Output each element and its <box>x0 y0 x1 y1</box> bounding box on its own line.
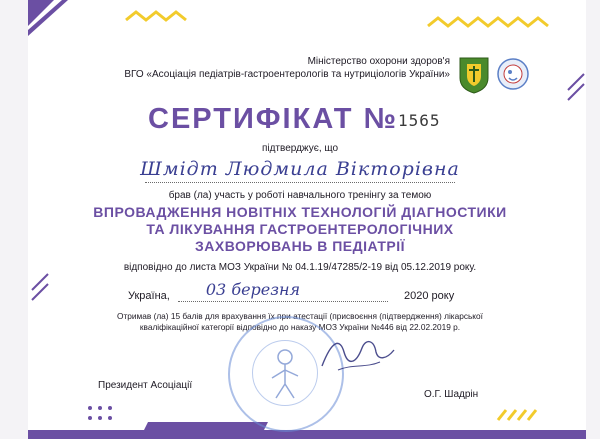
certificate-number: 1565 <box>398 111 441 130</box>
year-label: 2020 року <box>404 290 455 302</box>
signature <box>318 330 398 376</box>
stamp-child-figure-icon <box>262 348 308 400</box>
recipient-name: Шмідт Людмила Вікторівна <box>140 158 460 180</box>
topic-line-3: ЗАХВОРЮВАНЬ В ПЕДІАТРІЇ <box>194 238 406 254</box>
ministry-name: Міністерство охорони здоров'я <box>307 56 450 67</box>
participation-text: брав (ла) участь у роботі навчального тренінгу за темою <box>168 190 432 201</box>
date-underline <box>178 301 388 302</box>
signatory-name: О.Г. Шадрін <box>424 389 479 400</box>
confirms-text: підтверджує, що <box>261 143 339 154</box>
topic-line-1: ВПРОВАДЖЕННЯ НОВІТНІХ ТЕХНОЛОГІЙ ДІАГНОСТИКИ <box>93 204 507 220</box>
organization-name: ВГО «Асоціація педіатрів-гастроентерологів та нутриціологів України» <box>124 69 450 80</box>
points-line-2: кваліфікаційної категорії відповідно до наказу МОЗ України №446 від 22.02.2019 р. <box>139 322 461 332</box>
association-logo-icon <box>497 58 529 90</box>
president-label: Президент Асоціації <box>98 380 193 391</box>
name-underline <box>145 182 455 183</box>
basis-text: відповідно до листа МОЗ України № 04.1.19/47285/2-19 від 05.12.2019 року. <box>123 262 477 273</box>
points-line-1: Отримав (ла) 15 балів для врахування їх при атестації (присвоєння (підтвердження) лікарської <box>117 311 483 321</box>
date-handwritten: 03 березня <box>205 280 301 299</box>
country-label: Україна, <box>128 290 170 302</box>
topic-line-2: ТА ЛІКУВАННЯ ГАСТРОЕНТЕРОЛОГІЧНИХ <box>146 221 454 237</box>
ministry-emblem-icon <box>457 56 491 94</box>
certificate-title: СЕРТИФІКАТ № <box>148 103 398 135</box>
